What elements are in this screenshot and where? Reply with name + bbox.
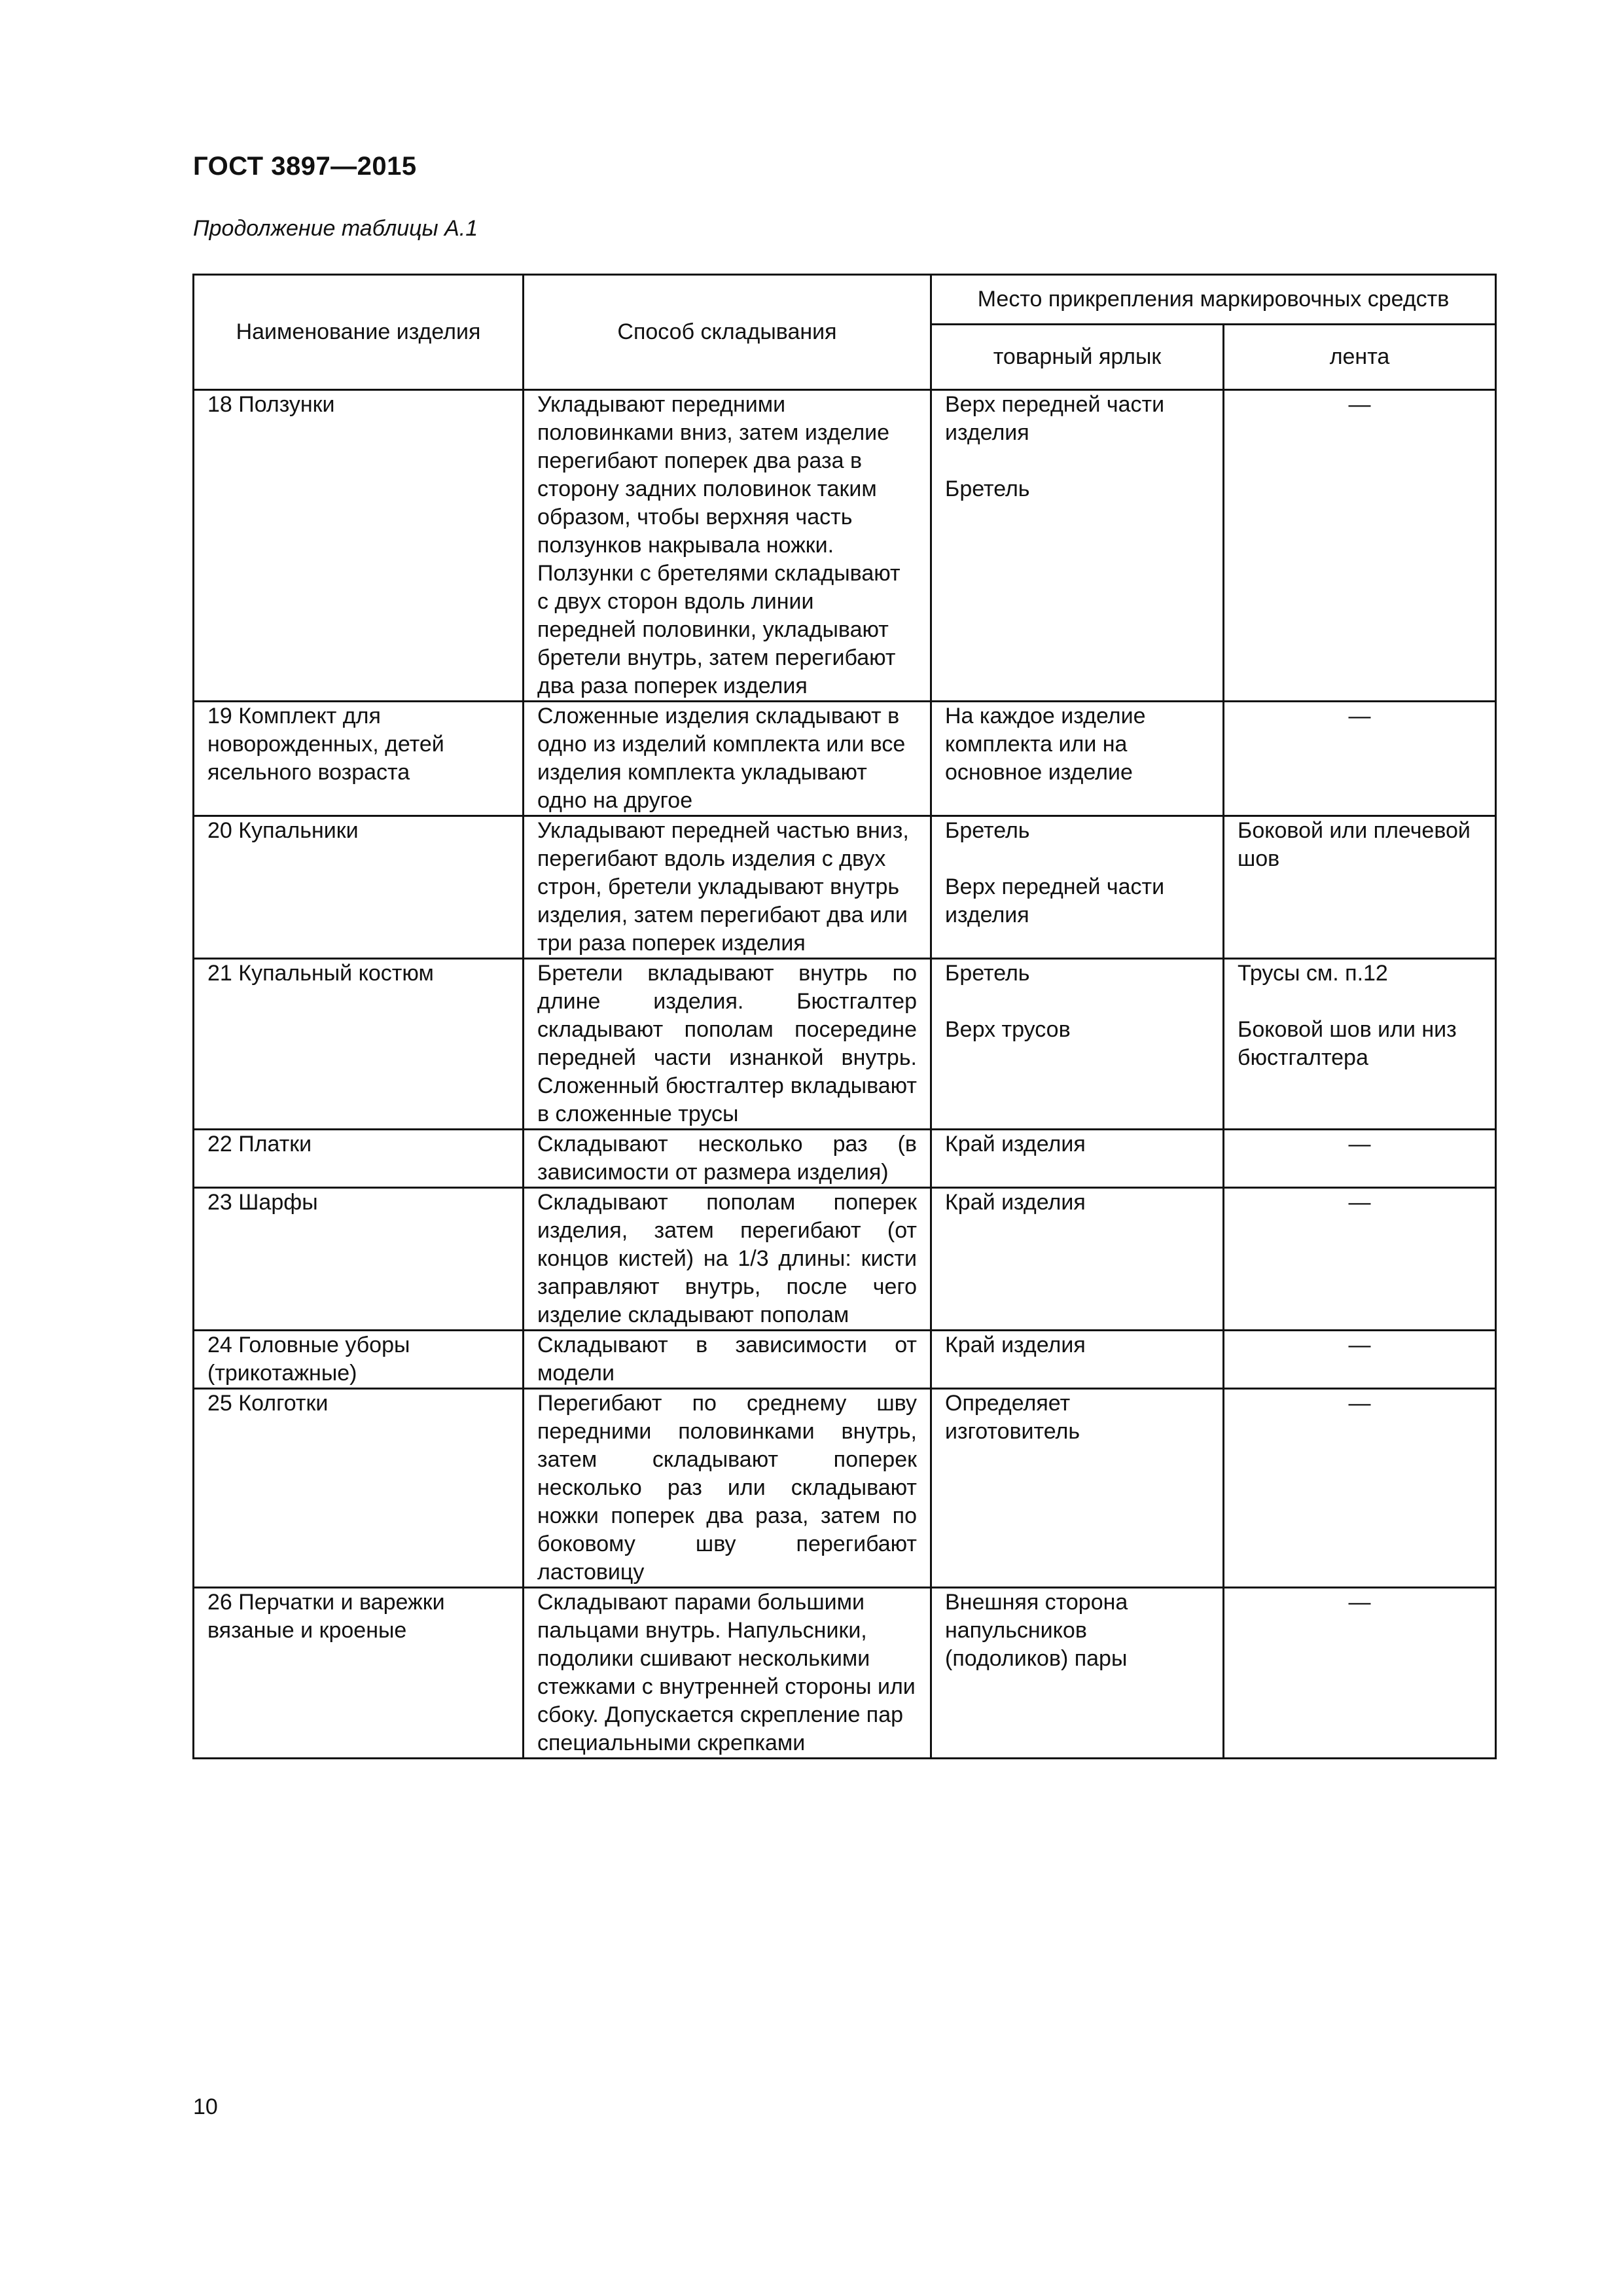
cell-name: 20 Купальники — [194, 816, 524, 959]
tape-line: — — [1348, 1391, 1371, 1416]
cell-label — [931, 1188, 1224, 1331]
cell-name: 19 Комплект для новорожденных, детей ясельного возраста — [194, 702, 524, 816]
cell-label — [931, 1389, 1224, 1588]
tape-line: — — [1348, 1333, 1371, 1357]
cell-label — [931, 1588, 1224, 1759]
label-line: Бретель — [945, 818, 1030, 843]
tape-line: — — [1348, 1190, 1371, 1215]
table-row — [194, 390, 1496, 702]
page-number: 10 — [193, 2094, 218, 2119]
label-line: Край изделия — [945, 1190, 1086, 1215]
cell-label — [931, 816, 1224, 959]
cell-label — [931, 390, 1224, 702]
label-line: На каждое изделие комплекта или на основное изделие — [945, 704, 1146, 785]
tape-line: — — [1348, 1590, 1371, 1615]
cell-name: 23 Шарфы — [194, 1188, 524, 1331]
header-method: Способ складывания — [524, 275, 931, 390]
cell-name: 25 Колготки — [194, 1389, 524, 1588]
label-line: Край изделия — [945, 1132, 1086, 1157]
marking-table — [192, 274, 1497, 1759]
cell-tape — [1224, 702, 1496, 816]
document-code: ГОСТ 3897—2015 — [193, 152, 417, 181]
header-name: Наименование изделия — [194, 275, 524, 390]
cell-method: Перегибают по среднему шву передними половинками внутрь, затем складывают поперек несколько раз или складывают ножки поперек два раза, затем по боковому шву перегибают ластовицу — [524, 1389, 931, 1588]
tape-line: Трусы см. п.12 — [1238, 961, 1388, 986]
table-row — [194, 1188, 1496, 1331]
header-group: Место прикрепления маркировочных средств — [931, 275, 1496, 325]
label-line: Внешняя сторона напульсников (подоликов) пары — [945, 1590, 1128, 1671]
cell-tape — [1224, 816, 1496, 959]
label-line: Верх трусов — [945, 1017, 1071, 1042]
table-row — [194, 1389, 1496, 1588]
cell-tape — [1224, 959, 1496, 1130]
label-line: Бретель — [945, 961, 1030, 986]
cell-name: 22 Платки — [194, 1130, 524, 1188]
label-line: Определяет изготовитель — [945, 1391, 1080, 1444]
tape-line: — — [1348, 1132, 1371, 1157]
table-row — [194, 702, 1496, 816]
cell-method: Складывают пополам поперек изделия, затем перегибают (от концов кистей) на 1/3 длины: кисти заправляют внутрь, после чего изделие складывают пополам — [524, 1188, 931, 1331]
label-line: Верх передней части изделия — [945, 874, 1165, 927]
cell-name: 18 Ползунки — [194, 390, 524, 702]
table-row — [194, 1331, 1496, 1389]
cell-method: Складывают парами большими пальцами внутрь. Напульсники, подолики сшивают несколькими стежками с внутренней стороны или сбоку. Допускается скрепление пар специальными скрепками — [524, 1588, 931, 1759]
cell-method: Сложенные изделия складывают в одно из изделий комплекта или все изделия комплекта укладывают одно на другое — [524, 702, 931, 816]
tape-line: Боковой или плечевой шов — [1238, 818, 1471, 871]
cell-label — [931, 702, 1224, 816]
cell-label — [931, 959, 1224, 1130]
cell-tape — [1224, 1331, 1496, 1389]
cell-method: Укладывают передними половинками вниз, затем изделие перегибают поперек два раза в сторону задних половинок таким образом, чтобы верхняя часть ползунков накрывала ножки. Ползунки с бретелями складывают с двух сторон вдоль линии передней половинки, укладывают бретели внутрь, затем перегибают два раза поперек изделия — [524, 390, 931, 702]
cell-tape — [1224, 1389, 1496, 1588]
label-line: Бретель — [945, 476, 1030, 501]
cell-tape — [1224, 1188, 1496, 1331]
cell-method: Складывают несколько раз (в зависимости от размера изделия) — [524, 1130, 931, 1188]
cell-name: 26 Перчатки и варежки вязаные и кроеные — [194, 1588, 524, 1759]
label-line: Край изделия — [945, 1333, 1086, 1357]
cell-method: Бретели вкладывают внутрь по длине изделия. Бюстгалтер складывают пополам посередине передней части изнанкой внутрь. Сложенный бюстгалтер вкладывают в сложенные трусы — [524, 959, 931, 1130]
header-label: товарный ярлык — [931, 325, 1224, 390]
tape-line: — — [1348, 704, 1371, 728]
table-row — [194, 816, 1496, 959]
cell-name: 21 Купальный костюм — [194, 959, 524, 1130]
cell-tape — [1224, 390, 1496, 702]
cell-tape — [1224, 1130, 1496, 1188]
cell-method: Укладывают передней частью вниз, перегибают вдоль изделия с двух строн, бретели укладывают внутрь изделия, затем перегибают два или три раза поперек изделия — [524, 816, 931, 959]
cell-label — [931, 1331, 1224, 1389]
cell-name: 24 Головные уборы (трикотажные) — [194, 1331, 524, 1389]
table-row — [194, 1130, 1496, 1188]
table-row — [194, 959, 1496, 1130]
table-row — [194, 1588, 1496, 1759]
tape-line: Боковой шов или низ бюстгалтера — [1238, 1017, 1457, 1070]
header-tape: лента — [1224, 325, 1496, 390]
table-caption: Продолжение таблицы А.1 — [193, 216, 478, 241]
cell-tape — [1224, 1588, 1496, 1759]
label-line: Верх передней части изделия — [945, 392, 1165, 445]
cell-label — [931, 1130, 1224, 1188]
tape-line: — — [1348, 392, 1371, 417]
cell-method: Складывают в зависимости от модели — [524, 1331, 931, 1389]
